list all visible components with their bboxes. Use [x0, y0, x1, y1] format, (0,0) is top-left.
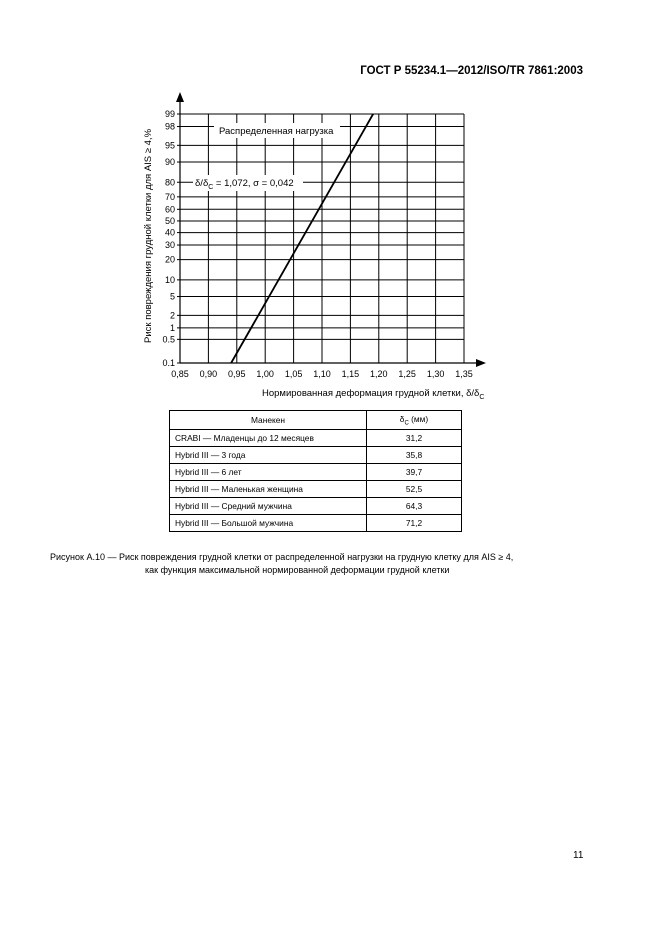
y-tick-label: 50 [164, 215, 175, 226]
delta-value-cell: 39,7 [367, 464, 462, 481]
y-tick-label: 1 [169, 322, 175, 333]
x-axis-arrow [476, 359, 486, 367]
delta-value-cell: 64,3 [367, 498, 462, 515]
y-tick-label: 90 [164, 157, 175, 168]
delta-value-cell: 35,8 [367, 447, 462, 464]
x-tick-label: 1,30 [426, 369, 445, 379]
y-tick-label: 95 [164, 140, 175, 151]
header-delta [367, 411, 462, 430]
header-delta-sub: C [404, 420, 409, 427]
chart-annotation-label: Распределенная нагрузка [219, 126, 334, 137]
table-row [170, 498, 462, 515]
chart-x-axis-label [262, 388, 484, 400]
x-tick-label: 1,10 [313, 369, 331, 379]
chart-series [231, 114, 373, 363]
y-tick-label: 30 [164, 240, 175, 251]
risk-curve [231, 114, 373, 363]
chart-tick-labels [162, 109, 472, 379]
dummy-name-cell: Hybrid III — 6 лет [170, 464, 367, 481]
x-axis-label-sub: C [479, 394, 485, 400]
param-delta-2: δ [202, 178, 209, 189]
y-tick-label: 60 [164, 204, 175, 215]
dummy-table [169, 410, 462, 532]
dummy-name-cell: Hybrid III — Большой мужчина [170, 515, 367, 532]
y-axis-arrow [176, 92, 184, 102]
param-slash: / [200, 178, 203, 189]
y-tick-label: 99 [164, 109, 175, 119]
y-tick-label: 5 [169, 291, 175, 302]
y-tick-label: 10 [164, 274, 175, 285]
chart-y-axis-label: Риск повреждения грудной клетки для AIS ≥ 4,% [143, 128, 154, 343]
table-row [170, 447, 462, 464]
x-tick-label: 1,00 [256, 369, 274, 379]
x-tick-label: 1,15 [341, 369, 360, 379]
header-delta-symbol: δ [399, 413, 405, 424]
dummy-name-cell: Hybrid III — Маленькая женщина [170, 481, 367, 498]
x-tick-label: 1,20 [370, 369, 388, 379]
x-tick-label: 0,90 [199, 369, 218, 379]
y-tick-label: 70 [164, 191, 175, 202]
table-header-row [170, 411, 462, 430]
param-delta: δ [195, 178, 201, 189]
param-rest: = 1,072, σ = 0,042 [213, 178, 294, 189]
y-tick-label: 98 [164, 121, 175, 132]
delta-value-cell: 52,5 [367, 481, 462, 498]
x-tick-label: 1,25 [398, 369, 416, 379]
x-tick-label: 0,95 [228, 369, 246, 379]
table-row [170, 515, 462, 532]
risk-chart [0, 0, 661, 400]
table-row [170, 481, 462, 498]
x-tick-label: 1,35 [455, 369, 473, 379]
delta-value-cell: 71,2 [367, 515, 462, 532]
table-row [170, 464, 462, 481]
y-tick-label: 2 [169, 310, 175, 321]
y-tick-label: 0.5 [162, 334, 175, 345]
dummy-name-cell: CRABI — Младенцы до 12 месяцев [170, 430, 367, 447]
header-dummy: Манекен [170, 411, 367, 430]
y-tick-label: 0.1 [162, 358, 175, 368]
table-body [170, 430, 462, 532]
table-row [170, 430, 462, 447]
x-tick-label: 1,05 [284, 369, 303, 379]
caption-line-2: как функция максимальной нормированной деформации грудной клетки [145, 565, 450, 575]
document-standard-number: ГОСТ Р 55234.1—2012/ISO/TR 7861:2003 [360, 65, 583, 77]
page-number: 11 [573, 850, 584, 861]
figure-caption [50, 551, 610, 577]
y-tick-label: 80 [164, 177, 175, 188]
y-tick-label: 40 [164, 227, 175, 238]
x-axis-label-main: Нормированная деформация грудной клетки, δ/δ [262, 388, 480, 399]
delta-value-cell: 31,2 [367, 430, 462, 447]
y-tick-label: 20 [164, 254, 175, 265]
dummy-name-cell: Hybrid III — Средний мужчина [170, 498, 367, 515]
chart-grid [180, 114, 464, 363]
param-delta-sub: C [208, 184, 214, 191]
dummy-name-cell: Hybrid III — 3 года [170, 447, 367, 464]
caption-line-1: Рисунок А.10 — Риск повреждения грудной клетки от распределенной нагрузки на грудную клетку для AIS ≥ 4, [50, 552, 514, 562]
x-tick-label: 0,85 [171, 369, 189, 379]
header-delta-unit: (мм) [408, 413, 429, 424]
